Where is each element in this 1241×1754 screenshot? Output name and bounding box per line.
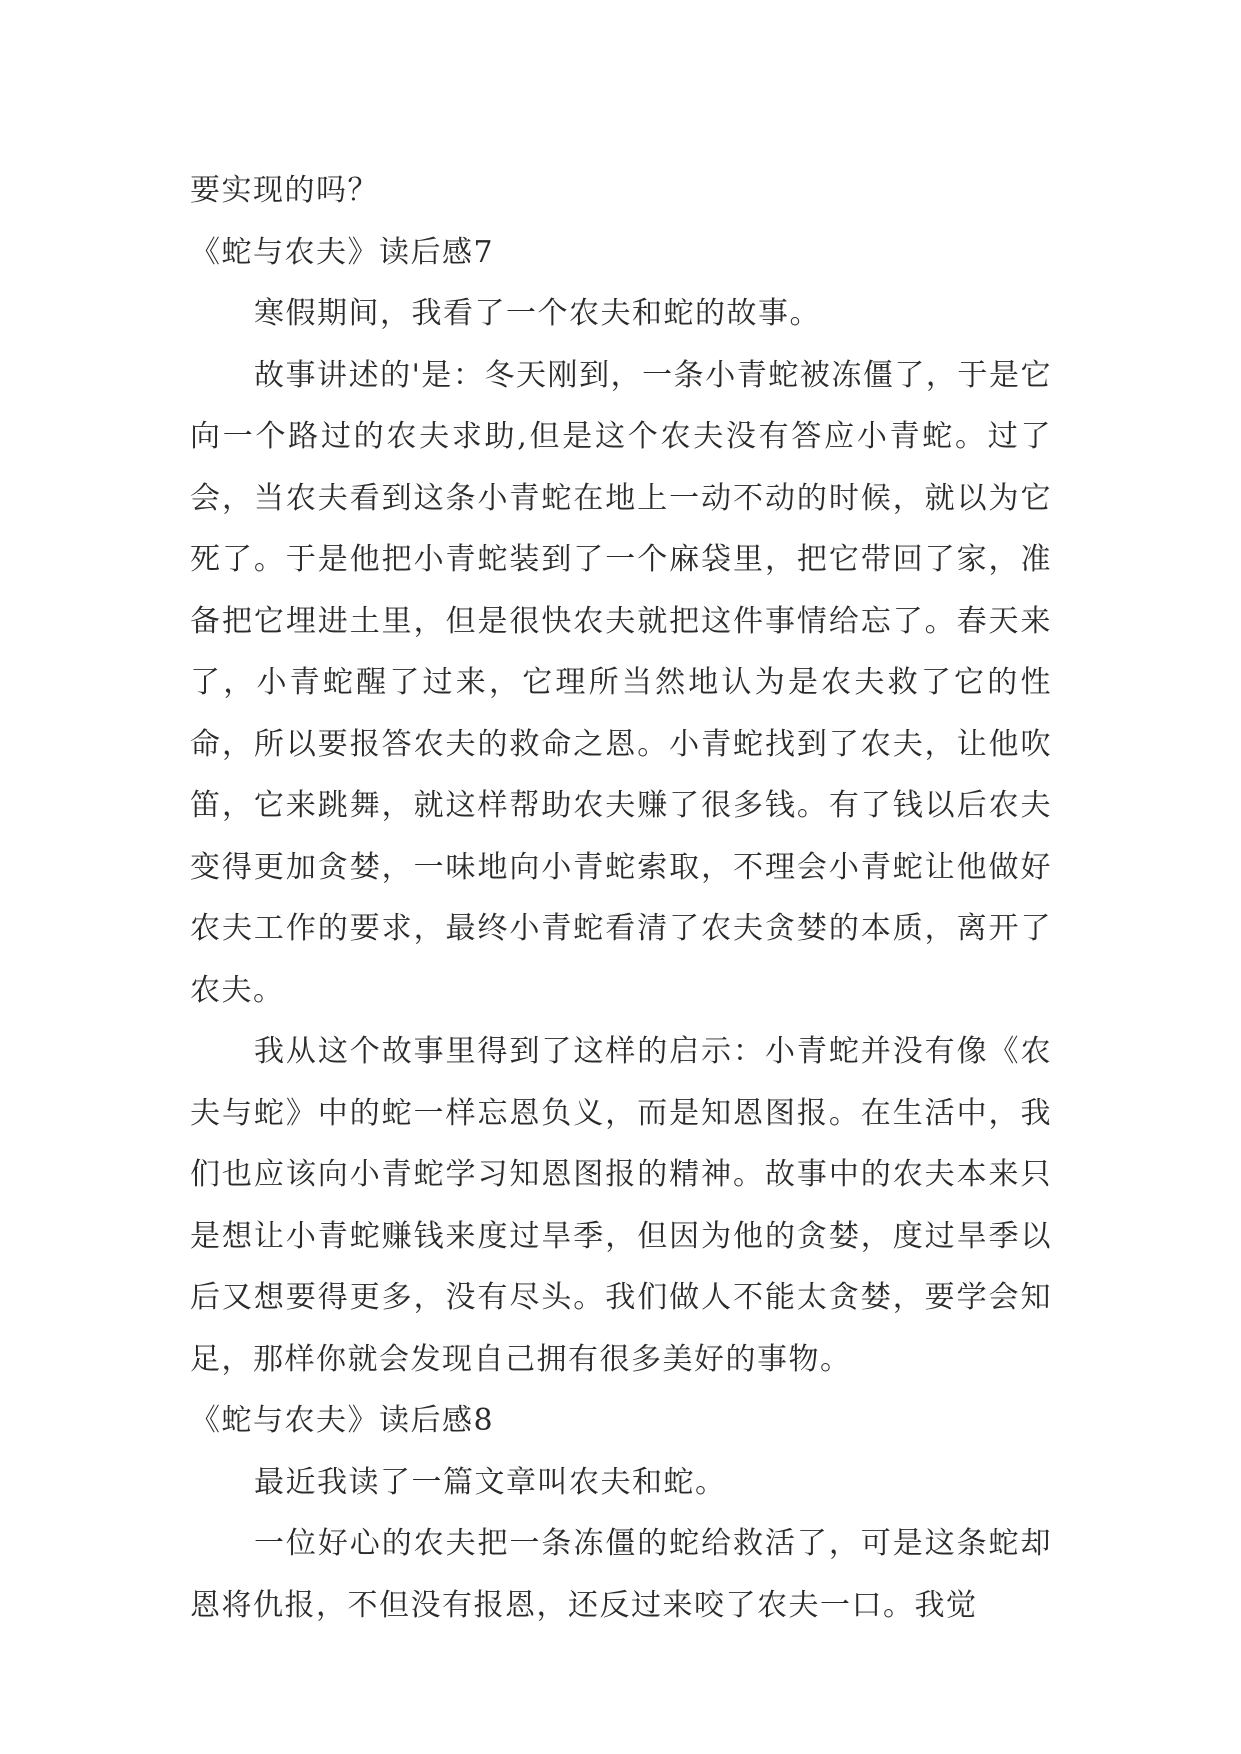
paragraph: 寒假期间，我看了一个农夫和蛇的故事。 [254,296,821,331]
paragraph: 故事讲述的'是：冬天刚到，一条小青蛇被冻僵了，于是它向一个路过的农夫求助,但是这个农夫没有答应小青蛇。过了会，当农夫看到这条小青蛇在地上一动不动的时候，就以为它死了。于是他把小青蛇装到了一个麻袋里，把它带回了家，准备把它埋进土里，但是很快农夫就把这件事情给忘了。春天来了，小青蛇醒了过来，它理所当然地认为是农夫救了它的性命，所以要报答农夫的救命之恩。小青蛇找到了农夫，让他吹笛，它来跳舞，就这样帮助农夫赚了很多钱。有了钱以后农夫变得更加贪婪，一味地向小青蛇索取，不理会小青蛇让他做好农夫工作的要求，最终小青蛇看清了农夫贪婪的本质，离开了农夫。 [190,357,1052,1008]
document-body [190,160,1052,1636]
section-heading-7: 《蛇与农夫》读后感7 [190,234,495,270]
section-heading-8: 《蛇与农夫》读后感8 [190,1403,495,1438]
paragraph: 我从这个故事里得到了这样的启示：小青蛇并没有像《农夫与蛇》中的蛇一样忘恩负义，而是知恩图报。在生活中，我们也应该向小青蛇学习知恩图报的精神。故事中的农夫本来只是想让小青蛇赚钱来度过旱季，但因为他的贪婪，度过旱季以后又想要得更多，没有尽头。我们做人不能太贪婪，要学会知足，那样你就会发现自己拥有很多美好的事物。 [190,1034,1052,1377]
paragraph: 一位好心的农夫把一条冻僵的蛇给救活了，可是这条蛇却恩将仇报，不但没有报恩，还反过来咬了农夫一口。我觉 [190,1526,1052,1623]
paragraph-continued: 要实现的吗？ [190,173,379,208]
paragraph: 最近我读了一篇文章叫农夫和蛇。 [254,1464,727,1500]
